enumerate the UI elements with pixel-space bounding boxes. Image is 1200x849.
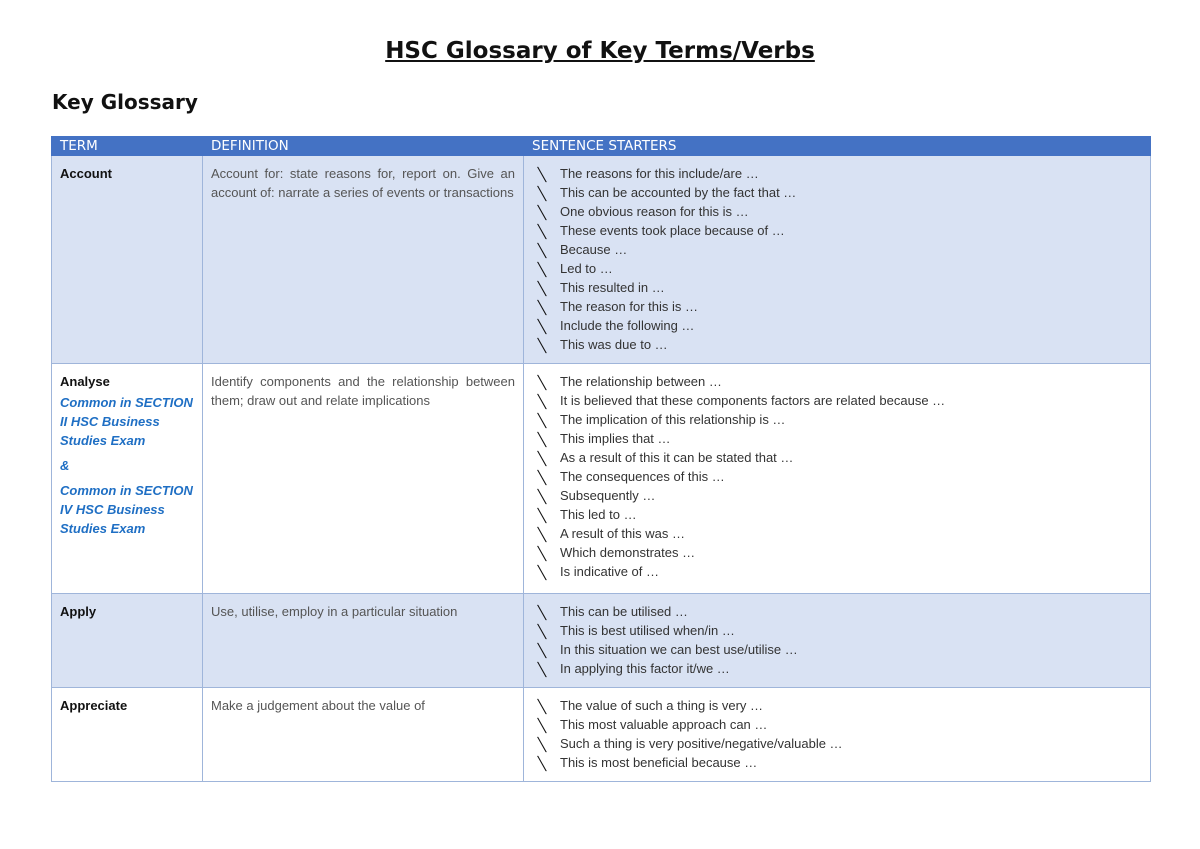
- sentence-starter-text: One obvious reason for this is …: [560, 204, 749, 219]
- sentence-starter-item: [538, 316, 1142, 335]
- definition-text: Make a judgement about the value of: [211, 698, 425, 713]
- sentence-starter-item: [538, 202, 1142, 221]
- starters-list: [532, 602, 1142, 678]
- sentence-starter-item: [538, 372, 1142, 391]
- starters-list: [532, 696, 1142, 772]
- sentence-starter-item: [538, 659, 1142, 678]
- pen-bullet-icon: ╲: [537, 300, 547, 315]
- starters-list: [532, 164, 1142, 354]
- sentence-starter-text: This was due to …: [560, 337, 668, 352]
- sentence-starter-item: [538, 335, 1142, 354]
- sentence-starter-item: [538, 391, 1142, 410]
- pen-bullet-icon: ╲: [537, 205, 547, 220]
- sentence-starter-item: [538, 524, 1142, 543]
- section-heading: Key Glossary: [52, 90, 198, 114]
- sentence-starter-item: [538, 543, 1142, 562]
- starters-cell: [524, 688, 1151, 782]
- definition-cell: [203, 364, 524, 594]
- pen-bullet-icon: ╲: [537, 375, 547, 390]
- term-cell: [52, 688, 203, 782]
- pen-bullet-icon: ╲: [537, 167, 547, 182]
- term-name: Appreciate: [60, 698, 128, 713]
- sentence-starter-item: [538, 562, 1142, 581]
- pen-bullet-icon: ╲: [537, 756, 547, 771]
- sentence-starter-text: This can be utilised …: [560, 604, 688, 619]
- exam-section-note: Common in SECTION II HSC Business Studies Exam: [60, 395, 193, 448]
- definition-text: Account for: state reasons for, report on. Give an account of: narrate a series of events or transactions: [211, 166, 515, 200]
- sentence-starter-item: [538, 505, 1142, 524]
- sentence-starter-text: This most valuable approach can …: [560, 717, 768, 732]
- sentence-starter-text: The reason for this is …: [560, 299, 698, 314]
- sentence-starter-item: [538, 734, 1142, 753]
- definition-cell: [203, 594, 524, 688]
- pen-bullet-icon: ╲: [537, 338, 547, 353]
- sentence-starter-item: [538, 696, 1142, 715]
- pen-bullet-icon: ╲: [537, 624, 547, 639]
- column-header-definition: DEFINITION: [203, 137, 524, 156]
- definition-text: Identify components and the relationship between them; draw out and relate implications: [211, 374, 515, 408]
- pen-bullet-icon: ╲: [537, 262, 547, 277]
- sentence-starter-text: Because …: [560, 242, 628, 257]
- definition-cell: [203, 688, 524, 782]
- pen-bullet-icon: ╲: [537, 605, 547, 620]
- pen-bullet-icon: ╲: [537, 718, 547, 733]
- sentence-starter-item: [538, 164, 1142, 183]
- starters-cell: [524, 364, 1151, 594]
- sentence-starter-text: The implication of this relationship is …: [560, 412, 786, 427]
- sentence-starter-text: This is most beneficial because …: [560, 755, 758, 770]
- table-row: [52, 594, 1151, 688]
- sentence-starter-item: [538, 621, 1142, 640]
- document-title: HSC Glossary of Key Terms/Verbs: [385, 38, 815, 64]
- sentence-starter-text: The value of such a thing is very …: [560, 698, 764, 713]
- sentence-starter-text: It is believed that these components factors are related because …: [560, 393, 946, 408]
- column-header-sentence-starters: SENTENCE STARTERS: [524, 137, 1151, 156]
- sentence-starter-item: [538, 297, 1142, 316]
- table-row: [52, 364, 1151, 594]
- sentence-starter-text: The reasons for this include/are …: [560, 166, 759, 181]
- sentence-starter-item: [538, 602, 1142, 621]
- sentence-starter-text: Such a thing is very positive/negative/valuable …: [560, 736, 843, 751]
- sentence-starter-text: This is best utilised when/in …: [560, 623, 735, 638]
- pen-bullet-icon: ╲: [537, 489, 547, 504]
- pen-bullet-icon: ╲: [537, 224, 547, 239]
- pen-bullet-icon: ╲: [537, 319, 547, 334]
- starters-cell: [524, 156, 1151, 364]
- starters-list: [532, 372, 1142, 581]
- sentence-starter-text: Is indicative of …: [560, 564, 659, 579]
- sentence-starter-item: [538, 278, 1142, 297]
- column-header-term: TERM: [52, 137, 203, 156]
- starters-cell: [524, 594, 1151, 688]
- pen-bullet-icon: ╲: [537, 432, 547, 447]
- pen-bullet-icon: ╲: [537, 451, 547, 466]
- sentence-starter-item: [538, 183, 1142, 202]
- sentence-starter-item: [538, 715, 1142, 734]
- sentence-starter-text: The consequences of this …: [560, 469, 725, 484]
- term-name: Apply: [60, 604, 97, 619]
- pen-bullet-icon: ╲: [537, 281, 547, 296]
- pen-bullet-icon: ╲: [537, 394, 547, 409]
- ampersand-note: &: [60, 458, 70, 473]
- pen-bullet-icon: ╲: [537, 546, 547, 561]
- sentence-starter-text: The relationship between …: [560, 374, 722, 389]
- term-cell: [52, 156, 203, 364]
- sentence-starter-text: This can be accounted by the fact that …: [560, 185, 797, 200]
- pen-bullet-icon: ╲: [537, 243, 547, 258]
- sentence-starter-text: Include the following …: [560, 318, 695, 333]
- sentence-starter-item: [538, 410, 1142, 429]
- table-header-row: [52, 137, 1151, 156]
- sentence-starter-item: [538, 448, 1142, 467]
- sentence-starter-item: [538, 429, 1142, 448]
- sentence-starter-item: [538, 467, 1142, 486]
- sentence-starter-text: This led to …: [560, 507, 637, 522]
- pen-bullet-icon: ╲: [537, 643, 547, 658]
- sentence-starter-item: [538, 753, 1142, 772]
- sentence-starter-text: Subsequently …: [560, 488, 656, 503]
- term-name: Account: [60, 166, 112, 181]
- pen-bullet-icon: ╲: [537, 413, 547, 428]
- glossary-table: [51, 136, 1151, 782]
- pen-bullet-icon: ╲: [537, 527, 547, 542]
- sentence-starter-item: [538, 240, 1142, 259]
- pen-bullet-icon: ╲: [537, 737, 547, 752]
- sentence-starter-item: [538, 486, 1142, 505]
- sentence-starter-text: Which demonstrates …: [560, 545, 696, 560]
- definition-text: Use, utilise, employ in a particular situation: [211, 604, 458, 619]
- term-cell: [52, 364, 203, 594]
- pen-bullet-icon: ╲: [537, 662, 547, 677]
- sentence-starter-item: [538, 259, 1142, 278]
- sentence-starter-item: [538, 221, 1142, 240]
- pen-bullet-icon: ╲: [537, 565, 547, 580]
- pen-bullet-icon: ╲: [537, 470, 547, 485]
- sentence-starter-text: A result of this was …: [560, 526, 685, 541]
- pen-bullet-icon: ╲: [537, 699, 547, 714]
- sentence-starter-text: In this situation we can best use/utilise …: [560, 642, 798, 657]
- sentence-starter-text: As a result of this it can be stated that …: [560, 450, 794, 465]
- definition-cell: [203, 156, 524, 364]
- sentence-starter-text: Led to …: [560, 261, 613, 276]
- table-row: [52, 156, 1151, 364]
- pen-bullet-icon: ╲: [537, 186, 547, 201]
- term-name: Analyse: [60, 374, 110, 389]
- exam-section-note: Common in SECTION IV HSC Business Studies Exam: [60, 483, 193, 536]
- sentence-starter-item: [538, 640, 1142, 659]
- sentence-starter-text: This implies that …: [560, 431, 671, 446]
- sentence-starter-text: In applying this factor it/we …: [560, 661, 730, 676]
- sentence-starter-text: This resulted in …: [560, 280, 665, 295]
- pen-bullet-icon: ╲: [537, 508, 547, 523]
- sentence-starter-text: These events took place because of …: [560, 223, 785, 238]
- table-row: [52, 688, 1151, 782]
- term-cell: [52, 594, 203, 688]
